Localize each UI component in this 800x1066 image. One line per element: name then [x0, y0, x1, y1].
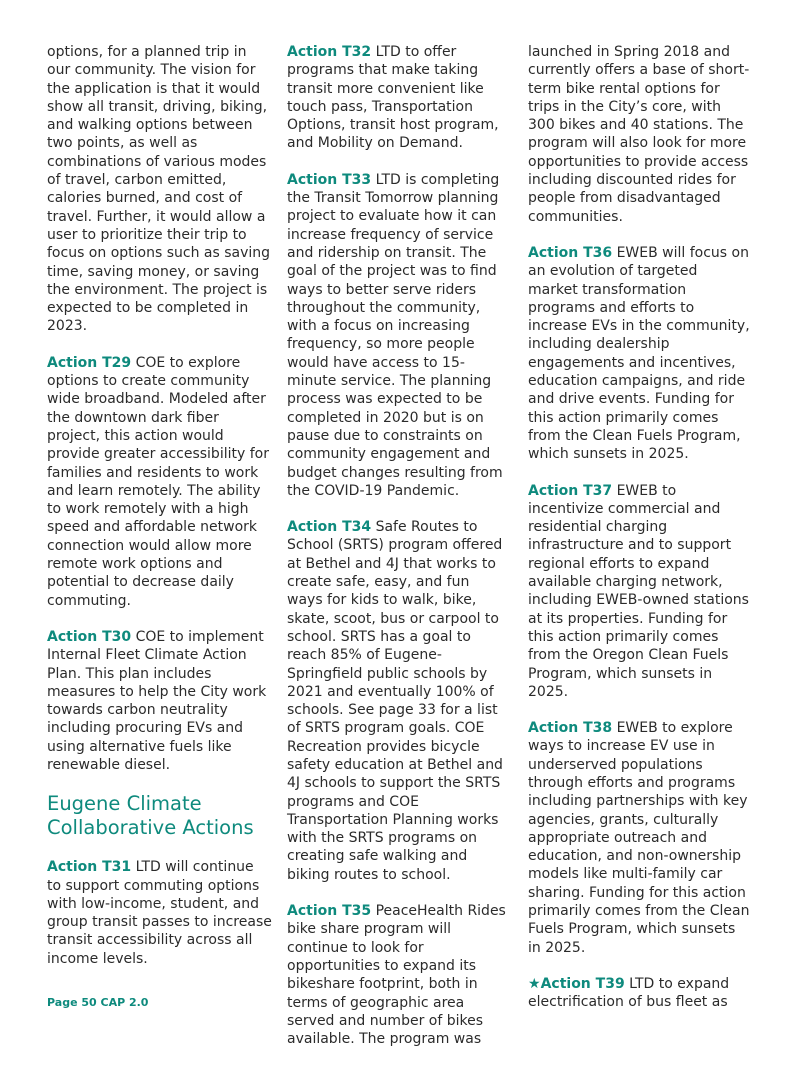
bikeshare-continued-paragraph: launched in Spring 2018 and currently offers a base of short-term bike rental options for trips in the City’s core, with 300 bikes and 40 stations. The program will also look for more opportunities to provide access including discounted rides for people from disadvantaged communities. [528, 44, 750, 225]
action-t38-label: Action T38 [528, 720, 613, 737]
action-t35 [287, 902, 509, 1048]
action-t36 [528, 244, 750, 464]
action-t32 [287, 43, 509, 153]
action-t39 [528, 975, 750, 1012]
action-t39-label: Action T39 [540, 975, 625, 992]
action-t32-text: LTD to offer programs that make taking transit more convenient like touch pass, Transportation Options, transit host program, and Mobility on Demand. [287, 44, 499, 152]
action-t37-label: Action T37 [528, 482, 613, 499]
column-2 [287, 43, 509, 1066]
action-t39-text: LTD to expand electrification of bus fleet as [528, 975, 730, 1011]
action-t33-label: Action T33 [287, 171, 372, 188]
action-t34-label: Action T34 [287, 519, 372, 536]
section-heading: Eugene Climate Collaborative Actions [47, 792, 254, 840]
action-t33-text: LTD is completing the Transit Tomorrow planning project to evaluate how it can increase frequency of service and ridership on transit. The goal of the project was to find ways to better serve riders throughout the community, with a focus on increasing frequency, so more people would have access to 15-minute service. The planning process was expected to be completed in 2020 but is on pause due to constraints on community engagement and budget changes resulting from the COVID-19 Pandemic. [287, 171, 503, 499]
column-1 [47, 43, 272, 986]
trip-planner-paragraph: options, for a planned trip in our community. The vision for the application is that it would show all transit, driving, biking, and walking options between two points, as well as combinations of various modes of travel, carbon emitted, calories burned, and cost of travel. Further, it would allow a user to prioritize their trip to focus on options such as saving time, saving money, or saving the environment. The project is expected to be completed in 2023. [47, 44, 271, 335]
column-3 [528, 43, 750, 1030]
action-t36-text: EWEB will focus on an evolution of targeted market transformation programs and efforts to increase EVs in the community, including dealership engagements and incentives, education campaigns, and ride and drive events. Funding for this action primarily comes from the Clean Fuels Program, which sunsets in 2025. [528, 244, 750, 463]
action-t31-label: Action T31 [47, 859, 132, 876]
action-t34-text: Safe Routes to School (SRTS) program offered at Bethel and 4J that works to create safe, easy, and fun ways for kids to walk, bike, skate, scoot, bus or carpool to school. SRTS has a goal to reach 85% of Eugene-Springfield public schools by 2021 and eventually 100% of schools. See page 33 for a list of SRTS program goals. COE Recreation provides bicycle safety education at Bethel and 4J schools to support the SRTS programs and COE Transportation Planning works with the SRTS programs on creating safe walking and biking routes to school. [287, 519, 503, 883]
action-t32-label: Action T32 [287, 44, 372, 60]
action-t29 [47, 354, 272, 610]
action-t37-text: EWEB to incentivize commercial and residential charging infrastructure and to support regional efforts to expand available charging network, including EWEB-owned stations at its properties. Funding for this action primarily comes from the Oregon Clean Fuels Program, which sunsets in 2025. [528, 482, 749, 700]
action-t30-label: Action T30 [47, 628, 132, 645]
action-t35-text: PeaceHealth Rides bike share program will continue to look for opportunities to expand its bikeshare footprint, both in terms of geographic area served and number of bikes available. The program was [287, 903, 506, 1048]
action-t30 [47, 628, 272, 774]
action-t31-text: LTD will continue to support commuting options with low-income, student, and group transit passes to increase transit accessibility across all income levels. [47, 859, 272, 967]
action-t33 [287, 171, 509, 500]
action-t31 [47, 858, 272, 968]
star-icon: ★ [528, 975, 541, 992]
action-t29-text: COE to explore options to create community wide broadband. Modeled after the downtown dark fiber project, this action would provide greater accessibility for families and residents to work and learn remotely. The ability to work remotely with a high speed and affordable network connection would allow more remote work options and potential to decrease daily commuting. [47, 354, 269, 609]
action-t38-text: EWEB to explore ways to increase EV use in underserved populations through efforts and programs including partnerships with key agencies, grants, culturally appropriate outreach and education, and non-ownership models like multi-family car sharing. Funding for this action primarily comes from the Clean Fuels Program, which sunsets in 2025. [528, 720, 750, 956]
action-t36-label: Action T36 [528, 244, 613, 261]
action-t30-text: COE to implement Internal Fleet Climate Action Plan. This plan includes measures to help the City work towards carbon neutrality including procuring EVs and using alternative fuels like renewable diesel. [47, 628, 267, 773]
action-t29-label: Action T29 [47, 354, 132, 371]
action-t38 [528, 719, 750, 957]
action-t37 [528, 482, 750, 702]
action-t34 [287, 518, 509, 884]
action-t35-label: Action T35 [287, 903, 372, 920]
page-footer: Page 50 CAP 2.0 [47, 996, 149, 1009]
